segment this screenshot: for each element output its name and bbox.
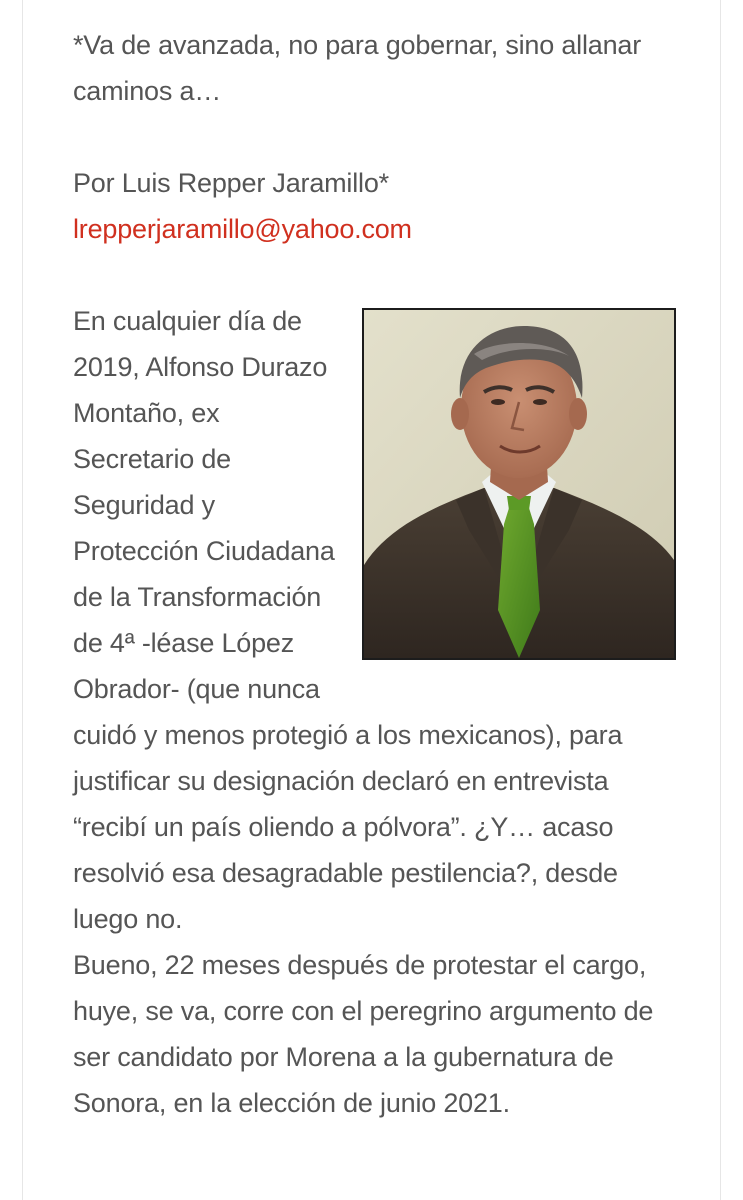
article-paragraph-2: Bueno, 22 meses después de protestar el cargo, huye, se va, corre con el peregrino argumento de ser candidato por Morena a la gubernatura de Sonora, en la elección de junio 2021. [73,950,654,1118]
author-photo [362,308,676,660]
spacer [73,252,663,298]
article-paragraph-1: En cualquier día de 2019, Alfonso Durazo Montaño, ex Secretario de Seguridad y Protección Ciudadana de la Transformación de 4ª -léase López Obrador- (que nunca cuidó y menos protegió a los mexicanos), para justificar su designación declaró en entrevista “recibí un país oliendo a pólvora”. ¿Y… acaso resolvió esa desagradable pestilencia?, desde luego no. [73,306,623,934]
article-body [73,22,663,1126]
spacer [73,114,663,160]
author-portrait-image [364,310,674,658]
article-subtitle: *Va de avanzada, no para gobernar, sino allanar caminos a… [73,30,642,106]
author-byline: Por Luis Repper Jaramillo* [73,168,389,198]
left-divider [22,0,23,1200]
right-divider [720,0,721,1200]
author-email-link[interactable]: lrepperjaramillo@yahoo.com [73,214,412,244]
